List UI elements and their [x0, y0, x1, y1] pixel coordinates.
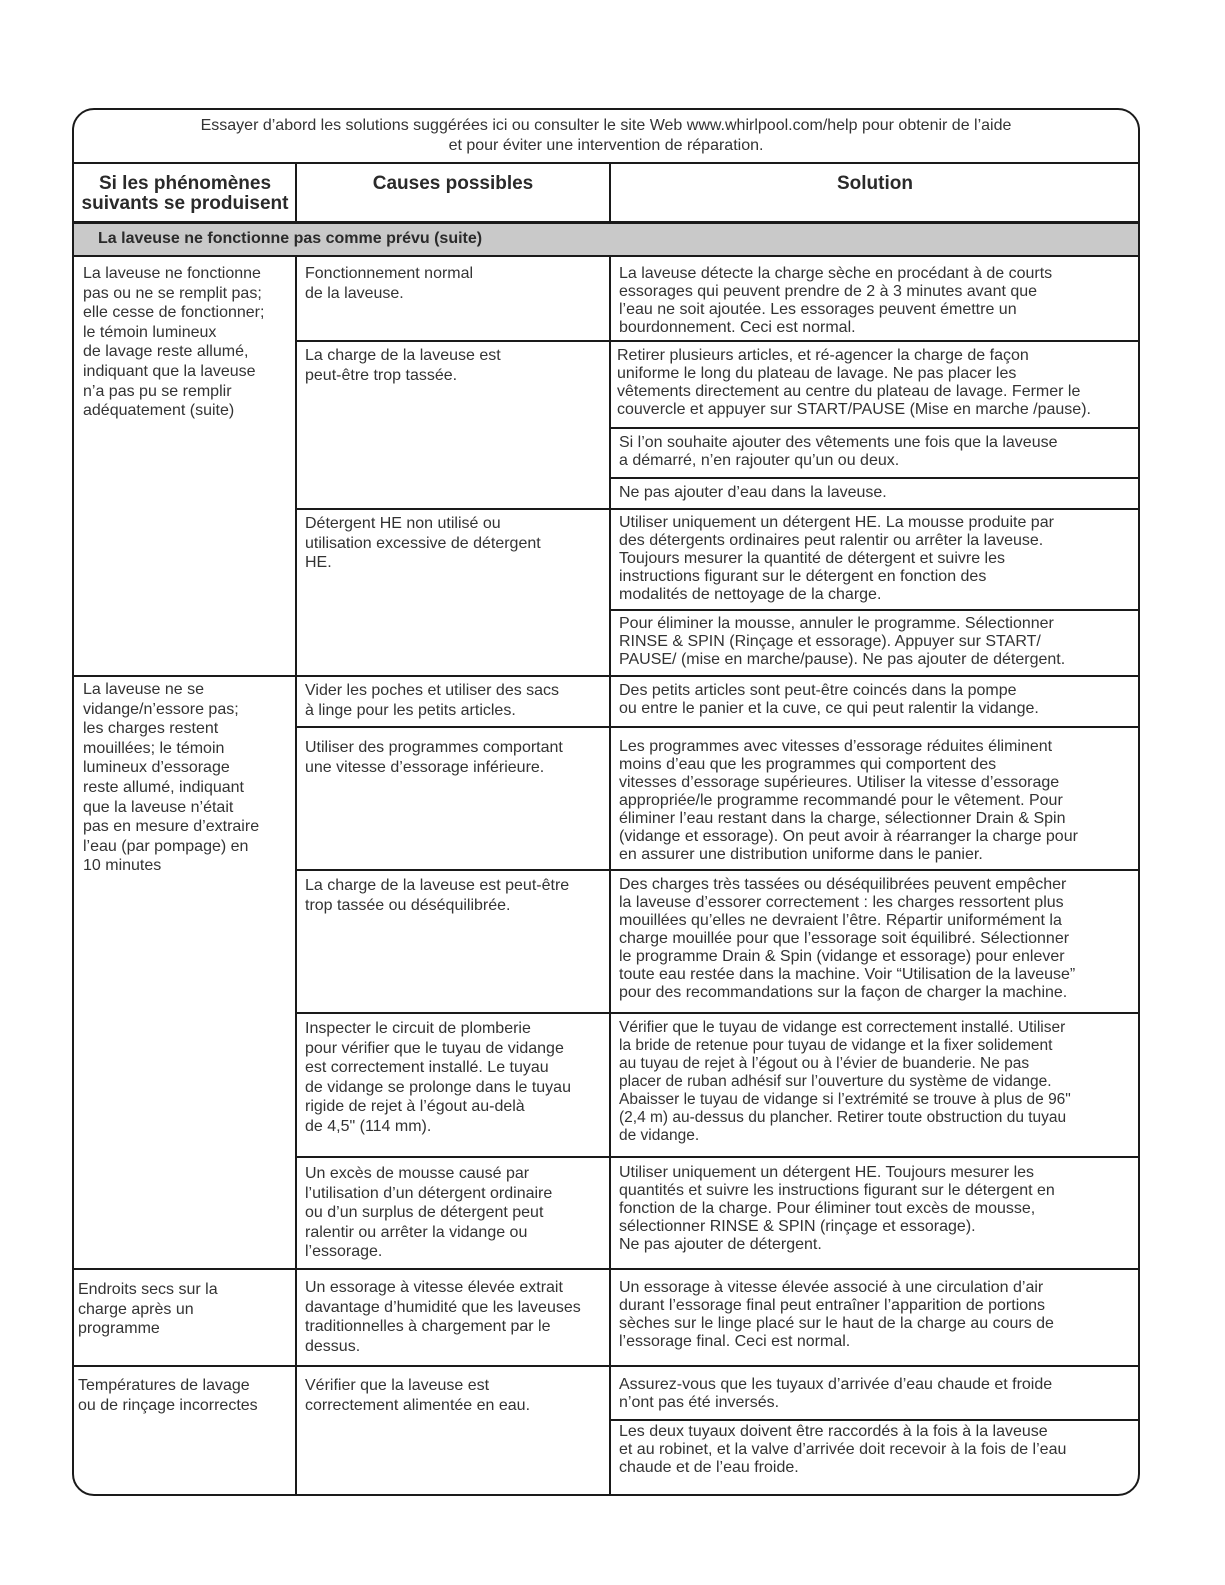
column-header-solution: Solution [837, 173, 913, 194]
solution-cell: Vérifier que le tuyau de vidange est correctement installé. Utiliser la bride de retenue pour tuyau de vidange et la fixer solidement au tuyau de rejet à l’égout ou à l’évier de buanderie. Ne pas placer de ruban adhésif sur l’ouverture du système de vidange. Abaisser le tuyau de vidange si l’extrémité se trouve à plus de 96" (2,4 m) au-dessus du plancher. Retirer toute obstruction du tuyau de vidange. [619, 1019, 1071, 1144]
cause-cell: Détergent HE non utilisé ou utilisation excessive de détergent HE. [305, 515, 541, 572]
solution-cell: Utiliser uniquement un détergent HE. Toujours mesurer les quantités et suivre les instructions figurant sur le détergent en fonction de la charge. Pour éliminer tout excès de mousse, sélectionner RINSE & SPIN (rinçage et essorage). Ne pas ajouter de détergent. [619, 1164, 1055, 1253]
symptom-cell: Endroits secs sur la charge après un programme [78, 1281, 218, 1338]
cause-cell: La charge de la laveuse est peut-être trop tassée ou déséquilibrée. [305, 877, 570, 914]
group-rule-3 [74, 1365, 1138, 1367]
column-rule-2 [609, 162, 611, 224]
solution-cell: Un essorage à vitesse élevée associé à une circulation d’air durant l’essorage final peut entraîner l’apparition de portions sèches sur le linge placé sur le haut de la charge au cours de l’essorage final. Ceci est normal. [619, 1279, 1054, 1350]
cause-rule [296, 508, 1140, 510]
group-rule-2 [74, 1268, 1138, 1270]
section-bottom-rule [74, 255, 1138, 257]
solution-rule [610, 477, 1140, 479]
solution-cell: La laveuse détecte la charge sèche en procédant à de courts essorages qui peuvent prendre de 2 à 3 minutes avant que l’eau ne soit ajoutée. Les essorages peuvent émettre un bourdonnement. Ceci est normal. [619, 265, 1053, 336]
solution-rule [610, 427, 1140, 429]
header-top-rule [74, 162, 1138, 164]
solution-cell: Des charges très tassées ou déséquilibrées peuvent empêcher la laveuse d’essorer correctement : les charges ressortent plus mouillées qu’elles ne devraient l’être. Répartir uniformément la charge mouillée pour que l’essorage soit équilibré. Sélectionner le programme Drain & Spin (vidange et essorage) pour enlever toute eau restée dans la machine. Voir “Utilisation de la laveuse” pour des recommandations sur la façon de charger la machine. [619, 876, 1076, 1001]
cause-cell: Inspecter le circuit de plomberie pour vérifier que le tuyau de vidange est correctement installé. Le tuyau de vidange se prolonge dans le tuyau rigide de rejet à l’égout au-delà de 4,5" (114 mm). [305, 1020, 571, 1135]
cause-rule [296, 726, 1140, 728]
cause-cell: Un essorage à vitesse élevée extrait davantage d’humidité que les laveuses traditionnelles à chargement par le dessus. [305, 1279, 581, 1355]
cause-cell: Un excès de mousse causé par l’utilisation d’un détergent ordinaire ou d’un surplus de détergent peut ralentir ou arrêter la vidange ou l’essorage. [305, 1165, 553, 1261]
cause-cell: Utiliser des programmes comportant une vitesse d’essorage inférieure. [305, 739, 563, 776]
solution-rule [610, 1419, 1140, 1421]
cause-rule [296, 1012, 1140, 1014]
solution-cell: Les programmes avec vitesses d’essorage réduites éliminent moins d’eau que les programmes qui comportent des vitesses d’essorage supérieures. Utiliser la vitesse d’essorage appropriée/le programme recommandé pour le vêtement. Pour éliminer l’eau restant dans la charge, sélectionner Drain & Spin (vidange et essorage). On peut avoir à réarranger la charge pour en assurer une distribution uniforme dans le panier. [619, 738, 1078, 863]
section-title-bar [74, 224, 1138, 255]
symptom-cell: La laveuse ne fonctionne pas ou ne se remplit pas; elle cesse de fonctionner; le témoin lumineux de lavage reste allumé, indiquant que la laveuse n’a pas pu se remplir adéquatement (suite) [83, 265, 265, 420]
symptom-cell: Températures de lavage ou de rinçage incorrectes [78, 1377, 258, 1414]
troubleshooting-table [72, 108, 1140, 1496]
symptom-cell: La laveuse ne se vidange/n’essore pas; les charges restent mouillées; le témoin lumineux d’essorage reste allumé, indiquant que la laveuse n’était pas en mesure d’extraire l’eau (par pompage) en 10 minutes [83, 681, 260, 875]
column-header-symptoms: Si les phénomènes suivants se produisent [81, 173, 289, 214]
solution-rule [610, 609, 1140, 611]
solution-cell: Retirer plusieurs articles, et ré-agencer la charge de façon uniforme le long du plateau de lavage. Ne pas placer les vêtements directement au centre du plateau de lavage. Fermer le couvercle et appuyer sur START/PAUSE (Mise en marche /pause). [617, 347, 1091, 418]
solution-cell: Les deux tuyaux doivent être raccordés à la fois à la laveuse et au robinet, et la valve d’arrivée doit recevoir à la fois de l’eau chaude et de l’eau froide. [619, 1423, 1067, 1476]
column-rule-2-body [609, 257, 611, 1496]
intro-note: Essayer d’abord les solutions suggérées ici ou consulter le site Web www.whirlpool.com/help pour obtenir de l’aide et pour éviter une intervention de réparation. [200, 117, 1012, 154]
solution-cell: Si l’on souhaite ajouter des vêtements une fois que la laveuse a démarré, n’en rajouter qu’un ou deux. [619, 434, 1058, 469]
cause-cell: Vérifier que la laveuse est correctement alimentée en eau. [305, 1377, 531, 1414]
section-title: La laveuse ne fonctionne pas comme prévu (suite) [98, 230, 483, 247]
solution-cell: Pour éliminer la mousse, annuler le programme. Sélectionner RINSE & SPIN (Rinçage et essorage). Appuyer sur START/ PAUSE/ (mise en marche/pause). Ne pas ajouter de détergent. [619, 615, 1066, 668]
group-rule-1 [74, 675, 1138, 677]
column-header-causes: Causes possibles [372, 173, 534, 194]
column-rule-1-body [295, 257, 297, 1496]
solution-cell: Ne pas ajouter d’eau dans la laveuse. [619, 484, 887, 501]
cause-rule [296, 1156, 1140, 1158]
cause-cell: Vider les poches et utiliser des sacs à linge pour les petits articles. [305, 682, 560, 719]
cause-cell: Fonctionnement normal de la laveuse. [305, 265, 474, 302]
solution-cell: Assurez-vous que les tuyaux d’arrivée d’eau chaude et froide n’ont pas été inversés. [619, 1376, 1053, 1411]
solution-cell: Utiliser uniquement un détergent HE. La mousse produite par des détergents ordinaires peut ralentir ou arrêter la laveuse. Toujours mesurer la quantité de détergent et suivre les instructions figurant sur le détergent en fonction des modalités de nettoyage de la charge. [619, 514, 1054, 603]
solution-cell: Des petits articles sont peut-être coincés dans la pompe ou entre le panier et la cuve, ce qui peut ralentir la vidange. [619, 682, 1039, 717]
cause-rule [296, 340, 1140, 342]
cause-cell: La charge de la laveuse est peut-être trop tassée. [305, 347, 501, 384]
column-rule-1 [295, 162, 297, 224]
cause-rule [296, 869, 1140, 871]
